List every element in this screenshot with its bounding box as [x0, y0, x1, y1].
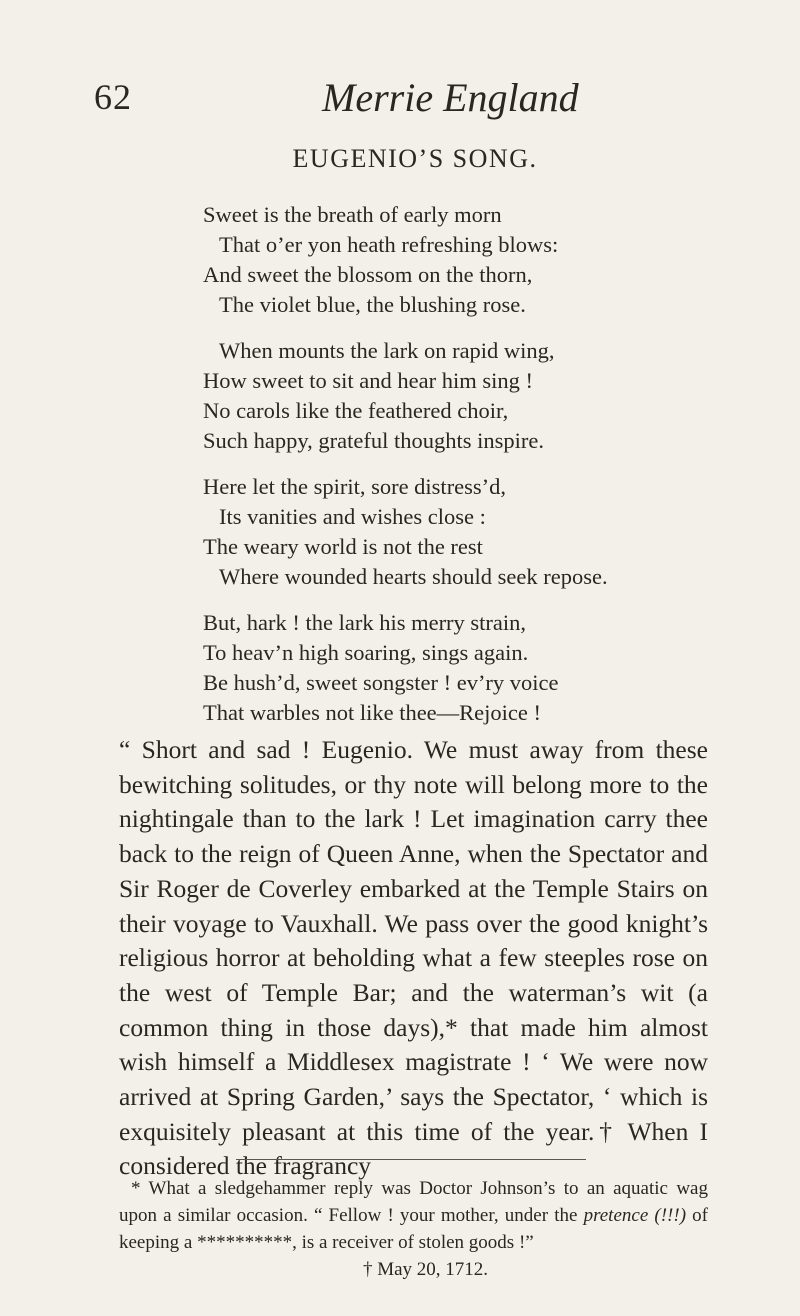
running-title: Merrie England [322, 75, 579, 120]
poem-line: Be hush’d, sweet songster ! ev’ry voice [203, 670, 559, 695]
stanza [0, 608, 800, 728]
poem-line: But, hark ! the lark his merry strain, [203, 610, 527, 635]
footnote-text: What a sledgehammer reply was Doctor Johnson’s to an aquatic wag upon a similar occasion. “ Fellow ! your mother, under the [119, 1178, 708, 1226]
poem-line: That o’er yon heath refreshing blows: [219, 232, 559, 257]
poem-line: The violet blue, the blushing rose. [219, 292, 526, 317]
page-number: 62 [94, 77, 132, 117]
footnote-marker: * [131, 1178, 141, 1199]
body-paragraph: “ Short and sad ! Eugenio. We must away from these bewitching solitudes, or thy note will belong more to the nightingale than to the lark ! Let imagination carry thee back to the reign of Queen Anne, when the Spectator and Sir Roger de Coverley embarked at the Temple Stairs on their voyage to Vauxhall. We pass over the good knight’s religious horror at beholding what a few steeples rose on the west of Temple Bar; and the waterman’s wit (a common thing in those days),* that made him almost wish himself a Middlesex magistrate ! ‘ We were now arrived at Spring Garden,’ says the Spectator, ‘ which is exquisitely pleasant at this time of the year.† When I considered the fragrancy [119, 735, 708, 1181]
poem-line: Sweet is the breath of early morn [203, 202, 502, 227]
poem-line: When mounts the lark on rapid wing, [219, 338, 555, 363]
poem-line: And sweet the blossom on the thorn, [203, 262, 533, 287]
footnote-italic: pretence (!!!) [583, 1205, 687, 1226]
poem-line: That warbles not like thee—Rejoice ! [203, 700, 542, 725]
footnote-2: † May 20, 1712. [362, 1259, 489, 1280]
footnotes [119, 1175, 708, 1283]
poem-line: Here let the spirit, sore distress’d, [203, 474, 507, 499]
footnote-1 [119, 1175, 708, 1256]
footnote-text: of keeping a **********, is a receiver of stolen goods !” [119, 1205, 709, 1253]
stanza [0, 336, 800, 456]
stanza [0, 472, 800, 592]
poem [0, 200, 800, 744]
stanza [0, 200, 800, 320]
poem-line: To heav’n high soaring, sings again. [203, 640, 529, 665]
poem-line: Its vanities and wishes close : [219, 504, 486, 529]
poem-line: Such happy, grateful thoughts inspire. [203, 428, 544, 453]
poem-line: The weary world is not the rest [203, 534, 483, 559]
song-title: EUGENIO’S SONG. [292, 144, 538, 173]
poem-line: No carols like the feathered choir, [203, 398, 509, 423]
footnote-rule [236, 1159, 586, 1160]
poem-line: Where wounded hearts should seek repose. [219, 564, 608, 589]
page-header [0, 66, 800, 126]
poem-line: How sweet to sit and hear him sing ! [203, 368, 533, 393]
